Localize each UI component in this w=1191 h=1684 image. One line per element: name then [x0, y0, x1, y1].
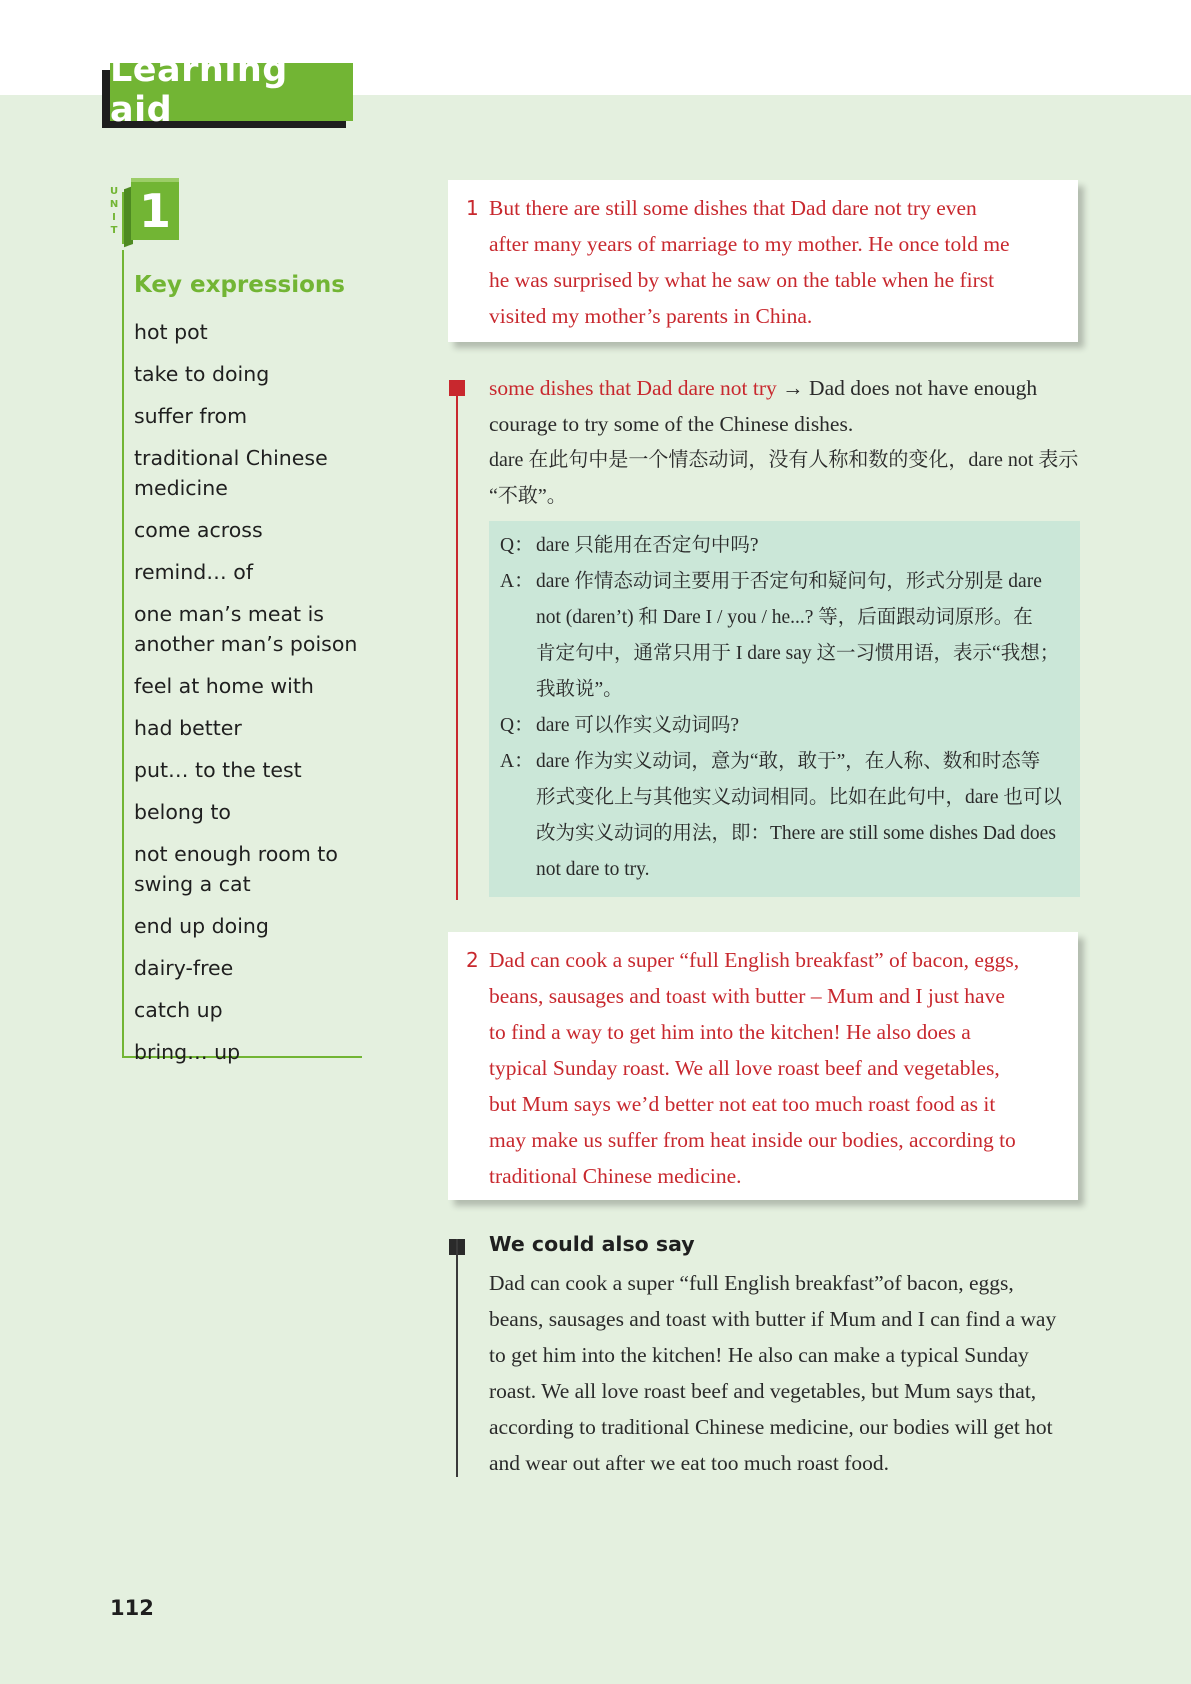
qa-question: Q： dare 可以作实义动词吗?: [500, 715, 740, 736]
qa-answer: A： dare 作情态动词主要用于否定句和疑问句，形式分别是 dare not (daren’t) 和 Dare I / you / he...? 等，后面跟动词原形。在 肯定句中，通常只用于 I dare say 这一习惯用语，表示“我想； 我敢说”。: [500, 571, 1060, 700]
excerpt-2-text: Dad can cook a super “full English breakfast” of bacon, eggs, beans, sausages and toast with butter – Mum and I just have to find a way to get him into the kitchen! He also does a typical Sunday roast. We all love roast beef and vegetables, but Mum says we’d better not eat too much roast food as it may make us suffer from heat inside our bodies, according to traditional Chinese medicine.: [489, 948, 1020, 1188]
list-item: catch up: [134, 998, 223, 1022]
page-number: 112: [110, 1596, 154, 1620]
key-expressions-title: Key expressions: [134, 272, 345, 298]
list-item: dairy-free: [134, 956, 234, 980]
list-item: not enough room to swing a cat: [134, 842, 338, 896]
key-expressions-list: [134, 317, 414, 1079]
list-item: suffer from: [134, 404, 248, 428]
unit-label-letter: T: [110, 225, 118, 236]
excerpt-1-text: But there are still some dishes that Dad dare not try even after many years of marriage to my mother. He once told me he was surprised by what he saw on the table when he first visited my mother’s parents in China.: [489, 196, 1010, 328]
unit-label: [107, 185, 121, 237]
list-item: feel at home with: [134, 674, 314, 698]
list-item: had better: [134, 716, 242, 740]
list-item: one man’s meat is another man’s poison: [134, 602, 358, 656]
note-1-phrase: some dishes that Dad dare not try: [489, 376, 777, 400]
list-item: belong to: [134, 800, 231, 824]
list-item: traditional Chinese medicine: [134, 446, 328, 500]
excerpt-2-number: 2: [466, 948, 479, 972]
list-item: end up doing: [134, 914, 269, 938]
section-title: Learning aid: [110, 63, 353, 121]
list-item: put… to the test: [134, 758, 302, 782]
excerpt-1-number: 1: [466, 196, 479, 220]
qa-answer: A： dare 作为实义动词，意为“敢，敢于”，在人称、数和时态等 形式变化上与其他实义动词相同。比如在此句中，dare 也可以 改为实义动词的用法，即：There are still some dishes Dad does not dare to try.: [500, 751, 1062, 880]
qa-question: Q： dare 只能用在否定句中吗?: [500, 535, 759, 556]
list-item: remind… of: [134, 560, 254, 584]
also-say-title: We could also say: [489, 1232, 695, 1256]
also-say-bar: [456, 1239, 458, 1477]
list-item: bring… up: [134, 1040, 241, 1064]
unit-number: 1: [131, 182, 179, 240]
unit-label-letter: I: [112, 212, 116, 223]
qa-content: [500, 528, 1070, 888]
list-item: hot pot: [134, 320, 208, 344]
arrow-icon: →: [782, 376, 804, 400]
list-item: come across: [134, 518, 263, 542]
also-say-text: Dad can cook a super “full English breakfast”of bacon, eggs, beans, sausages and toast with butter if Mum and I can find a way to get him into the kitchen! He also can make a typical Sunday roast. We all love roast beef and vegetables, but Mum says that, according to traditional Chinese medicine, our bodies will get hot and wear out after we eat too much roast food.: [489, 1271, 1057, 1475]
unit-label-letter: U: [109, 186, 119, 197]
note-1-text: some dishes that Dad dare not try → Dad does not have enough courage to try some of the Chinese dishes. dare 在此句中是一个情态动词，没有人称和数的变化，dare not 表示 “不敢”。: [489, 376, 1079, 507]
list-item: take to doing: [134, 362, 270, 386]
unit-label-letter: N: [109, 199, 119, 210]
note-1-bar: [456, 380, 458, 900]
